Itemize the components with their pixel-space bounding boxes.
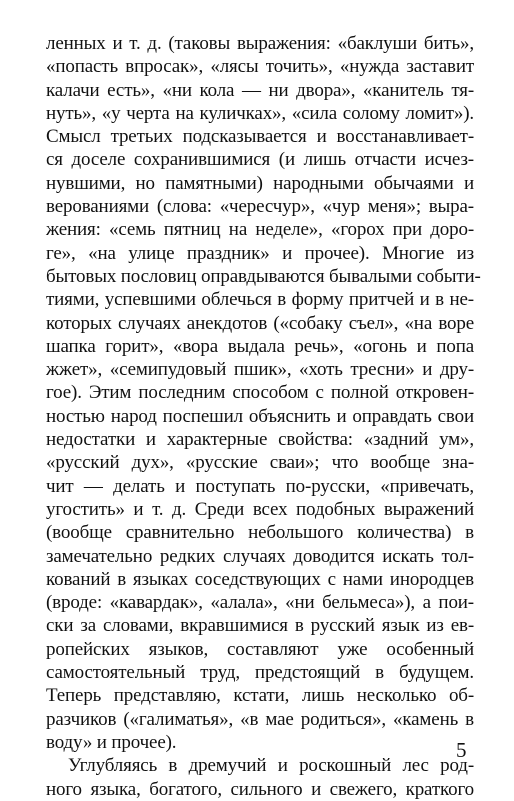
text-line: нуть», «у черта на куличках», «сила солому ломит»). <box>46 102 474 124</box>
text-line: тиями, успевшими облечься в форму притчей и в не- <box>46 289 474 311</box>
text-line: ного языка, богатого, сильного и свежего, краткого <box>46 778 474 800</box>
page-number: 5 <box>456 738 467 762</box>
text-line: «русский дух», «русские сваи»; что вообще зна- <box>46 452 474 474</box>
text-line: разчиков («галиматья», «в мае родиться», «камень в <box>46 708 474 730</box>
text-line: самостоятельный труд, предстоящий в будущем. <box>46 662 474 684</box>
text-line: нувшими, но памятными) народными обычаями и <box>46 172 474 194</box>
text-line: гое). Этим последним способом с полной откровен- <box>46 382 474 404</box>
text-line: ленных и т. д. (таковы выражения: «баклуши бить», <box>46 33 474 54</box>
text-line: шапка горит», «вора выдала речь», «огонь и попа <box>46 335 474 357</box>
text-line: ностью народ поспешил объяснить и оправдать свои <box>46 405 474 427</box>
text-line: жжет», «семипудовый пшик», «хоть тресни» и дру- <box>46 359 474 381</box>
text-line: Смысл третьих подсказывается и восстанавливает- <box>46 126 474 148</box>
paragraph-first-line: Углубляясь в дремучий и роскошный лес род- <box>68 755 474 777</box>
text-line: воду» и прочее). <box>46 731 177 753</box>
text-line: недостатки и характерные свойства: «задний ум», <box>46 429 474 451</box>
text-line: ге», «на улице праздник» и прочее). Многие из <box>46 242 474 264</box>
text-line: кований в языках соседствующих с нами инородцев <box>46 568 474 590</box>
text-line: ся доселе сохранившимися (и лишь отчасти исчез- <box>46 149 474 171</box>
text-line: ропейских языков, составляют уже особенный <box>46 638 474 660</box>
text-line: «попасть впросак», «лясы точить», «нужда заставит <box>46 56 474 78</box>
text-line: угостить» и т. д. Среди всех подобных выражений <box>46 498 474 520</box>
text-line: бытовых пословиц оправдываются бывалыми событи- <box>46 265 481 287</box>
text-line: чит — делать и поступать по-русски, «привечать, <box>46 475 474 497</box>
text-line: верованиями (слова: «чересчур», «чур меня»; выра- <box>46 196 474 218</box>
text-line: которых случаях анекдотов («собаку съел», «на воре <box>46 312 474 334</box>
body-text <box>46 32 481 801</box>
text-line: ски за словами, вкравшимися в русский язык из ев- <box>46 615 474 637</box>
text-line: жения: «семь пятниц на неделе», «горох при доро- <box>46 219 474 241</box>
text-line: (вроде: «кавардак», «алала», «ни бельмеса»), а пои- <box>46 592 474 614</box>
text-line: калачи есть», «ни кола — ни двора», «канитель тя- <box>46 79 474 101</box>
text-line: замечательно редких случаях доводится искать тол- <box>46 545 474 567</box>
text-line: (вообще сравнительно небольшого количества) в <box>46 522 474 544</box>
text-line: Теперь представляю, кстати, лишь несколько об- <box>46 685 474 707</box>
